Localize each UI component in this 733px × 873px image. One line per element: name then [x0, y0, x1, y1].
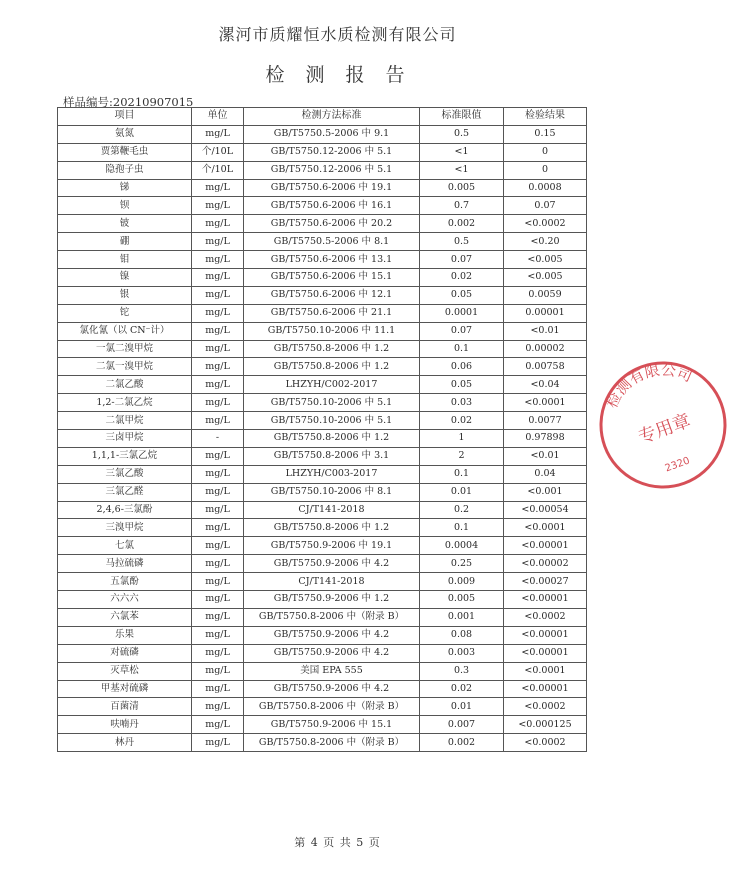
seal-mark [593, 355, 733, 495]
cell-limit: 0.03 [420, 394, 504, 412]
cell-result: <0.005 [504, 251, 587, 269]
page-indicator: 第 4 页 共 5 页 [294, 836, 381, 849]
company-seal [593, 355, 733, 495]
seal-center-text: 专用章 [635, 410, 694, 449]
table-header-row [58, 108, 587, 126]
cell-item: 1,2-二氯乙烷 [58, 394, 192, 412]
cell-item: 铊 [58, 304, 192, 322]
table-row [58, 555, 587, 573]
cell-result: <0.04 [504, 376, 587, 394]
cell-item: 呋喃丹 [58, 716, 192, 734]
cell-method: CJ/T141-2018 [244, 573, 420, 591]
table-row [58, 125, 587, 143]
cell-result: 0 [504, 161, 587, 179]
cell-result: 0.15 [504, 125, 587, 143]
cell-result: <0.00054 [504, 501, 587, 519]
cell-limit: 0.003 [420, 644, 504, 662]
cell-item: 三氯乙醛 [58, 483, 192, 501]
cell-item: 贾第鞭毛虫 [58, 143, 192, 161]
cell-result: 0.07 [504, 197, 587, 215]
cell-unit: mg/L [192, 233, 244, 251]
cell-unit: 个/10L [192, 161, 244, 179]
cell-result: 0 [504, 143, 587, 161]
cell-item: 灭草松 [58, 662, 192, 680]
cell-unit: mg/L [192, 662, 244, 680]
cell-method: GB/T5750.8-2006 中 1.2 [244, 340, 420, 358]
cell-result: <0.00001 [504, 680, 587, 698]
table-row [58, 394, 587, 412]
cell-item: 氨氮 [58, 125, 192, 143]
cell-result: <0.0002 [504, 734, 587, 752]
table-row [58, 161, 587, 179]
cell-method: LHZYH/C002-2017 [244, 376, 420, 394]
cell-unit: mg/L [192, 125, 244, 143]
cell-unit: mg/L [192, 537, 244, 555]
table-row [58, 465, 587, 483]
cell-result: <0.01 [504, 447, 587, 465]
cell-limit: 0.2 [420, 501, 504, 519]
sample-number-value: 20210907015 [112, 95, 194, 109]
sample-number-label: 样品编号: [63, 95, 113, 109]
cell-method: 美国 EPA 555 [244, 662, 420, 680]
table-row [58, 662, 587, 680]
cell-result: 0.00758 [504, 358, 587, 376]
cell-limit: 1 [420, 430, 504, 448]
cell-method: GB/T5750.6-2006 中 13.1 [244, 251, 420, 269]
seal-arc-text: 检测有限公司 [602, 360, 696, 411]
cell-method: GB/T5750.8-2006 中（附录 B） [244, 608, 420, 626]
cell-result: <0.0001 [504, 394, 587, 412]
cell-unit: mg/L [192, 555, 244, 573]
cell-method: CJ/T141-2018 [244, 501, 420, 519]
table-row [58, 483, 587, 501]
table-row [58, 376, 587, 394]
cell-unit: mg/L [192, 698, 244, 716]
cell-result: <0.0002 [504, 698, 587, 716]
seal-number: 2320 [663, 455, 692, 475]
cell-item: 乐果 [58, 626, 192, 644]
cell-item: 1,1,1-三氯乙烷 [58, 447, 192, 465]
cell-item: 三溴甲烷 [58, 519, 192, 537]
cell-limit: 0.009 [420, 573, 504, 591]
cell-method: GB/T5750.12-2006 中 5.1 [244, 161, 420, 179]
cell-unit: mg/L [192, 626, 244, 644]
cell-method: GB/T5750.8-2006 中 1.2 [244, 519, 420, 537]
cell-item: 林丹 [58, 734, 192, 752]
cell-result: <0.01 [504, 322, 587, 340]
cell-item: 银 [58, 286, 192, 304]
cell-unit: mg/L [192, 573, 244, 591]
cell-item: 三卤甲烷 [58, 430, 192, 448]
cell-method: GB/T5750.10-2006 中 11.1 [244, 322, 420, 340]
cell-result: 0.00001 [504, 304, 587, 322]
cell-result: <0.0002 [504, 608, 587, 626]
cell-result: 0.0077 [504, 412, 587, 430]
cell-unit: mg/L [192, 340, 244, 358]
cell-item: 三氯乙酸 [58, 465, 192, 483]
cell-limit: 0.0004 [420, 537, 504, 555]
cell-method: GB/T5750.12-2006 中 5.1 [244, 143, 420, 161]
table-row [58, 322, 587, 340]
cell-method: GB/T5750.5-2006 中 9.1 [244, 125, 420, 143]
table-row [58, 573, 587, 591]
cell-unit: mg/L [192, 483, 244, 501]
cell-result: <0.20 [504, 233, 587, 251]
cell-method: GB/T5750.9-2006 中 4.2 [244, 680, 420, 698]
cell-item: 一氯二溴甲烷 [58, 340, 192, 358]
cell-limit: 0.005 [420, 179, 504, 197]
cell-limit: 0.07 [420, 251, 504, 269]
cell-limit: 0.07 [420, 322, 504, 340]
cell-result: <0.00001 [504, 626, 587, 644]
cell-limit: 0.08 [420, 626, 504, 644]
cell-unit: mg/L [192, 412, 244, 430]
cell-item: 钡 [58, 197, 192, 215]
cell-limit: 0.01 [420, 483, 504, 501]
table-row [58, 698, 587, 716]
cell-limit: 0.002 [420, 215, 504, 233]
cell-unit: mg/L [192, 465, 244, 483]
company-name: 漯河市质耀恒水质检测有限公司 [218, 25, 457, 44]
cell-unit: 个/10L [192, 143, 244, 161]
cell-method: GB/T5750.8-2006 中 1.2 [244, 430, 420, 448]
cell-result: 0.97898 [504, 430, 587, 448]
cell-result: <0.00027 [504, 573, 587, 591]
cell-result: 0.0059 [504, 286, 587, 304]
cell-method: GB/T5750.9-2006 中 4.2 [244, 555, 420, 573]
cell-method: GB/T5750.10-2006 中 5.1 [244, 412, 420, 430]
table-row [58, 591, 587, 609]
cell-limit: 0.5 [420, 125, 504, 143]
cell-unit: mg/L [192, 394, 244, 412]
column-header-result: 检验结果 [504, 108, 587, 126]
cell-unit: mg/L [192, 447, 244, 465]
cell-item: 七氯 [58, 537, 192, 555]
table-row [58, 251, 587, 269]
column-header-limit: 标准限值 [420, 108, 504, 126]
cell-method: GB/T5750.9-2006 中 4.2 [244, 644, 420, 662]
cell-method: LHZYH/C003-2017 [244, 465, 420, 483]
cell-item: 2,4,6-三氯酚 [58, 501, 192, 519]
table-row [58, 680, 587, 698]
cell-method: GB/T5750.10-2006 中 5.1 [244, 394, 420, 412]
cell-unit: mg/L [192, 519, 244, 537]
cell-limit: 0.007 [420, 716, 504, 734]
cell-limit: 0.3 [420, 662, 504, 680]
cell-unit: mg/L [192, 197, 244, 215]
table-row [58, 537, 587, 555]
report-title: 检测报告 [265, 64, 426, 86]
table-row [58, 447, 587, 465]
cell-unit: mg/L [192, 251, 244, 269]
cell-item: 氯化氰（以 CN⁻计） [58, 322, 192, 340]
cell-limit: 0.25 [420, 555, 504, 573]
cell-limit: 0.0001 [420, 304, 504, 322]
table-row [58, 430, 587, 448]
cell-item: 马拉硫磷 [58, 555, 192, 573]
table-row [58, 340, 587, 358]
table-row [58, 734, 587, 752]
table-row [58, 644, 587, 662]
cell-unit: mg/L [192, 322, 244, 340]
cell-method: GB/T5750.9-2006 中 15.1 [244, 716, 420, 734]
table-row [58, 358, 587, 376]
cell-limit: 0.1 [420, 465, 504, 483]
cell-item: 六六六 [58, 591, 192, 609]
table-row [58, 304, 587, 322]
table-row [58, 197, 587, 215]
cell-item: 镍 [58, 269, 192, 287]
cell-limit: 2 [420, 447, 504, 465]
cell-item: 隐孢子虫 [58, 161, 192, 179]
cell-limit: 0.05 [420, 286, 504, 304]
table-row [58, 143, 587, 161]
cell-limit: 0.001 [420, 608, 504, 626]
cell-result: <0.0001 [504, 662, 587, 680]
table-row [58, 608, 587, 626]
cell-item: 二氯乙酸 [58, 376, 192, 394]
cell-limit: <1 [420, 161, 504, 179]
cell-method: GB/T5750.6-2006 中 12.1 [244, 286, 420, 304]
table-row [58, 501, 587, 519]
cell-result: <0.00001 [504, 644, 587, 662]
cell-item: 百菌清 [58, 698, 192, 716]
table-row [58, 519, 587, 537]
cell-method: GB/T5750.9-2006 中 19.1 [244, 537, 420, 555]
cell-unit: mg/L [192, 179, 244, 197]
cell-item: 对硫磷 [58, 644, 192, 662]
cell-item: 硼 [58, 233, 192, 251]
cell-unit: mg/L [192, 501, 244, 519]
cell-item: 五氯酚 [58, 573, 192, 591]
cell-limit: 0.002 [420, 734, 504, 752]
cell-unit: mg/L [192, 215, 244, 233]
cell-limit: 0.01 [420, 698, 504, 716]
cell-unit: - [192, 430, 244, 448]
cell-unit: mg/L [192, 376, 244, 394]
column-header-unit: 单位 [192, 108, 244, 126]
cell-result: <0.0001 [504, 519, 587, 537]
cell-unit: mg/L [192, 304, 244, 322]
cell-method: GB/T5750.8-2006 中（附录 B） [244, 734, 420, 752]
table-row [58, 412, 587, 430]
cell-method: GB/T5750.6-2006 中 16.1 [244, 197, 420, 215]
table-body [58, 125, 587, 751]
table-row [58, 626, 587, 644]
cell-result: <0.001 [504, 483, 587, 501]
table-row [58, 716, 587, 734]
cell-method: GB/T5750.8-2006 中 1.2 [244, 358, 420, 376]
cell-limit: 0.02 [420, 680, 504, 698]
cell-result: <0.00001 [504, 537, 587, 555]
column-header-method: 检测方法标准 [244, 108, 420, 126]
cell-result: <0.005 [504, 269, 587, 287]
cell-result: <0.00001 [504, 591, 587, 609]
cell-method: GB/T5750.10-2006 中 8.1 [244, 483, 420, 501]
results-table [57, 107, 587, 752]
cell-limit: 0.1 [420, 519, 504, 537]
cell-unit: mg/L [192, 269, 244, 287]
cell-unit: mg/L [192, 716, 244, 734]
cell-result: 0.04 [504, 465, 587, 483]
cell-unit: mg/L [192, 591, 244, 609]
cell-result: <0.00002 [504, 555, 587, 573]
cell-result: <0.0002 [504, 215, 587, 233]
cell-item: 锑 [58, 179, 192, 197]
cell-method: GB/T5750.9-2006 中 4.2 [244, 626, 420, 644]
cell-item: 钼 [58, 251, 192, 269]
cell-unit: mg/L [192, 644, 244, 662]
cell-method: GB/T5750.6-2006 中 15.1 [244, 269, 420, 287]
cell-unit: mg/L [192, 358, 244, 376]
cell-result: 0.0008 [504, 179, 587, 197]
cell-limit: 0.02 [420, 269, 504, 287]
table-row [58, 269, 587, 287]
cell-method: GB/T5750.8-2006 中 3.1 [244, 447, 420, 465]
cell-limit: 0.005 [420, 591, 504, 609]
cell-item: 铍 [58, 215, 192, 233]
cell-item: 六氯苯 [58, 608, 192, 626]
table-row [58, 233, 587, 251]
cell-unit: mg/L [192, 286, 244, 304]
cell-item: 甲基对硫磷 [58, 680, 192, 698]
table-row [58, 286, 587, 304]
cell-limit: 0.5 [420, 233, 504, 251]
cell-method: GB/T5750.6-2006 中 19.1 [244, 179, 420, 197]
cell-method: GB/T5750.9-2006 中 1.2 [244, 591, 420, 609]
cell-limit: 0.7 [420, 197, 504, 215]
cell-result: <0.000125 [504, 716, 587, 734]
cell-method: GB/T5750.5-2006 中 8.1 [244, 233, 420, 251]
cell-limit: 0.02 [420, 412, 504, 430]
cell-unit: mg/L [192, 608, 244, 626]
cell-unit: mg/L [192, 680, 244, 698]
cell-method: GB/T5750.6-2006 中 20.2 [244, 215, 420, 233]
cell-item: 二氯甲烷 [58, 412, 192, 430]
cell-limit: 0.1 [420, 340, 504, 358]
table-row [58, 215, 587, 233]
cell-limit: 0.05 [420, 376, 504, 394]
cell-item: 二氯一溴甲烷 [58, 358, 192, 376]
table-row [58, 179, 587, 197]
cell-unit: mg/L [192, 734, 244, 752]
cell-limit: 0.06 [420, 358, 504, 376]
cell-method: GB/T5750.8-2006 中（附录 B） [244, 698, 420, 716]
column-header-item: 项目 [58, 108, 192, 126]
cell-result: 0.00002 [504, 340, 587, 358]
cell-limit: <1 [420, 143, 504, 161]
cell-method: GB/T5750.6-2006 中 21.1 [244, 304, 420, 322]
